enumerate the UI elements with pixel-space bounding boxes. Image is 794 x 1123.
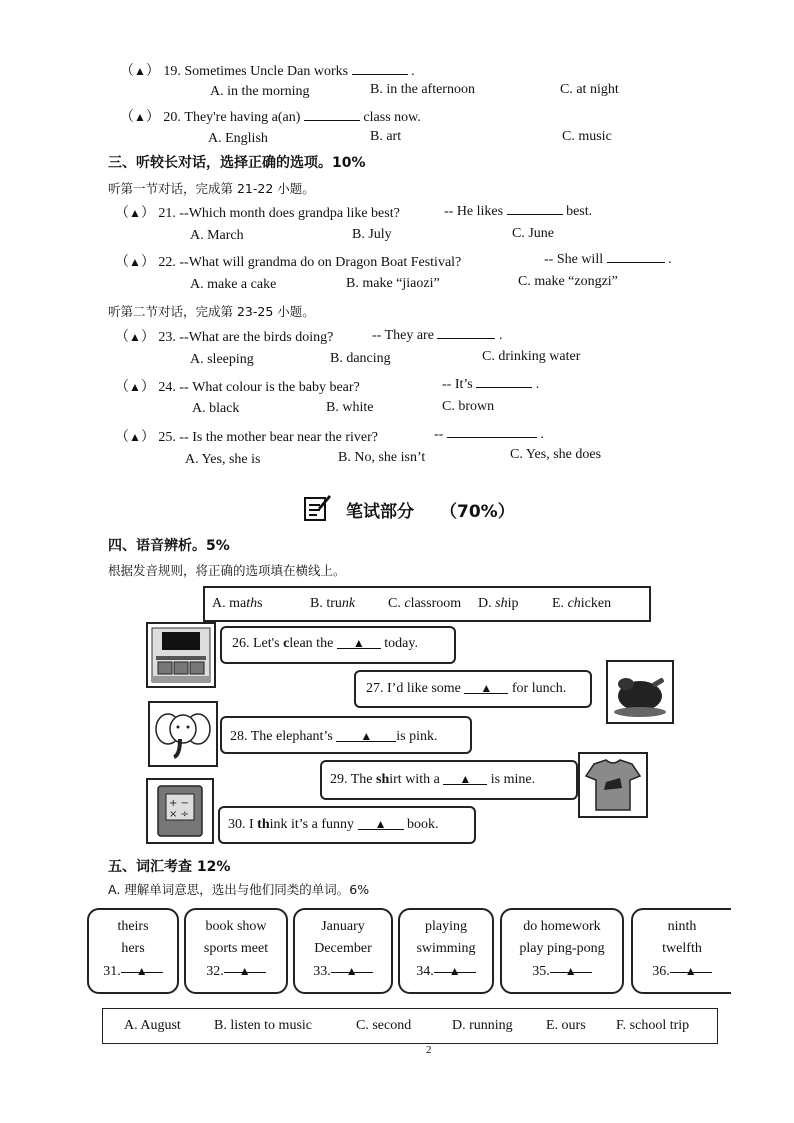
option: A. March	[190, 228, 244, 243]
response-25: -- .	[434, 427, 544, 442]
sentence-27: 27. I’d like some ▲ for lunch.	[366, 681, 567, 696]
written-part-percent: （70%）	[440, 502, 515, 522]
response-23: -- They are .	[372, 328, 503, 343]
shirt-image	[578, 752, 648, 818]
word-group-34: playing swimming 34. ▲	[398, 908, 494, 994]
phonics-choice-a: A. maths	[212, 596, 263, 611]
answer-triangle: ▲	[134, 110, 146, 124]
classroom-image	[146, 622, 216, 688]
option: B. July	[352, 227, 392, 242]
option: B. art	[370, 129, 402, 144]
question-25: （▲） 25. -- Is the mother bear near the river?	[115, 430, 379, 445]
vocab-option: B. listen to music	[214, 1018, 312, 1033]
word-group-33: January December 33. ▲	[293, 908, 393, 994]
answer-blank[interactable]: ▲	[331, 960, 373, 973]
answer-blank[interactable]: ▲	[464, 681, 508, 694]
svg-text:+ −: + −	[169, 798, 189, 809]
page-number: 2	[426, 1044, 432, 1056]
answer-triangle: ▲	[129, 430, 141, 444]
option: B. dancing	[330, 351, 391, 366]
option: B. make “jiaozi”	[346, 276, 440, 291]
option: C. drinking water	[482, 349, 581, 364]
phonics-choice-b: B. trunk	[310, 596, 356, 611]
svg-text:× ÷: × ÷	[169, 809, 189, 820]
answer-blank[interactable]	[304, 108, 360, 121]
question-20: （▲） 20. They're having a(an) class now.	[120, 110, 421, 125]
option: C. make “zongzi”	[518, 274, 618, 289]
sentence-29: 29. The shirt with a ▲ is mine.	[330, 772, 536, 787]
section-3-part1: 听第一节对话，完成第 21-22 小题。	[108, 181, 315, 196]
answer-blank[interactable]: ▲	[358, 817, 404, 830]
word-group-36: ninth twelfth 36. ▲	[631, 908, 731, 994]
paren: （	[120, 64, 134, 79]
answer-blank[interactable]: ▲	[434, 960, 476, 973]
word-group-31: theirs hers 31. ▲	[87, 908, 179, 994]
answer-triangle: ▲	[134, 64, 146, 78]
option: A. black	[192, 401, 240, 416]
answer-blank[interactable]: ▲	[670, 960, 712, 973]
vocab-option: A. August	[124, 1018, 181, 1033]
option: C. music	[562, 129, 612, 144]
answer-blank[interactable]	[607, 250, 665, 263]
response-24: -- It’s .	[442, 377, 540, 392]
pencil-icon	[302, 492, 332, 527]
answer-triangle: ▲	[129, 255, 141, 269]
answer-blank[interactable]: ▲	[550, 960, 592, 973]
option: A. make a cake	[190, 277, 277, 292]
option: B. in the afternoon	[370, 82, 475, 97]
answer-blank[interactable]	[352, 62, 408, 75]
option: C. Yes, she does	[510, 447, 602, 462]
answer-blank[interactable]	[476, 375, 532, 388]
phonics-choice-e: E. chicken	[552, 596, 612, 611]
option: C. June	[512, 226, 554, 241]
question-19: （▲） 19. Sometimes Uncle Dan works .	[120, 64, 415, 79]
option: A. English	[208, 131, 268, 146]
answer-triangle: ▲	[129, 330, 141, 344]
answer-blank[interactable]: ▲	[224, 960, 266, 973]
question-24: （▲） 24. -- What colour is the baby bear?	[115, 380, 360, 395]
maths-book-image	[146, 778, 214, 844]
option: C. brown	[442, 399, 495, 414]
vocab-option: F. school trip	[616, 1018, 690, 1033]
question-22: （▲） 22. --What will grandma do on Dragon Boat Festival?	[115, 255, 462, 270]
question-text: 19. Sometimes Uncle Dan works	[163, 64, 349, 79]
sentence-30: 30. I think it’s a funny ▲ book.	[228, 817, 439, 832]
vocab-option: D. running	[452, 1018, 513, 1033]
sentence-26: 26. Let's clean the ▲ today.	[232, 636, 418, 651]
section-4-title: 四、语音辨析。5%	[108, 538, 230, 554]
word-group-35: do homework play ping-pong 35. ▲	[500, 908, 624, 994]
answer-blank[interactable]: ▲	[337, 636, 381, 649]
section-5-instruction: A. 理解单词意思，选出与他们同类的单词。6%	[108, 882, 370, 897]
response-22: -- She will .	[544, 252, 672, 267]
answer-blank[interactable]	[447, 425, 537, 438]
roast-chicken-image	[606, 660, 674, 724]
elephant-image	[148, 701, 218, 767]
section-4-instruction: 根据发音规则，将正确的选项填在横线上。	[108, 563, 346, 578]
written-part-title: 笔试部分	[346, 502, 414, 522]
option: A. in the morning	[210, 84, 310, 99]
answer-blank[interactable]	[437, 326, 495, 339]
phonics-choice-d: D. ship	[478, 596, 519, 611]
answer-triangle: ▲	[129, 206, 141, 220]
question-23: （▲） 23. --What are the birds doing?	[115, 330, 334, 345]
option: B. No, she isn’t	[338, 450, 426, 465]
section-3-title: 三、听较长对话，选择正确的选项。10%	[108, 155, 366, 171]
sentence-28: 28. The elephant’s ▲ is pink.	[230, 729, 438, 744]
answer-triangle: ▲	[129, 380, 141, 394]
section-5-title: 五、词汇考查 12%	[108, 859, 231, 875]
vocab-option: E. ours	[546, 1018, 586, 1033]
response-21: -- He likes best.	[444, 204, 593, 219]
question-21: （▲） 21. --Which month does grandpa like best?	[115, 206, 400, 221]
section-3-part2: 听第二节对话，完成第 23-25 小题。	[108, 304, 315, 319]
answer-blank[interactable]: ▲	[336, 729, 396, 742]
option: C. at night	[560, 82, 619, 97]
option: B. white	[326, 400, 374, 415]
answer-blank[interactable]: ▲	[121, 960, 163, 973]
answer-blank[interactable]: ▲	[443, 772, 487, 785]
phonics-choice-c: C. classroom	[388, 596, 462, 611]
word-group-32: book show sports meet 32. ▲	[184, 908, 288, 994]
vocab-option: C. second	[356, 1018, 412, 1033]
answer-blank[interactable]	[507, 202, 563, 215]
option: A. sleeping	[190, 352, 254, 367]
option: A. Yes, she is	[185, 452, 261, 467]
